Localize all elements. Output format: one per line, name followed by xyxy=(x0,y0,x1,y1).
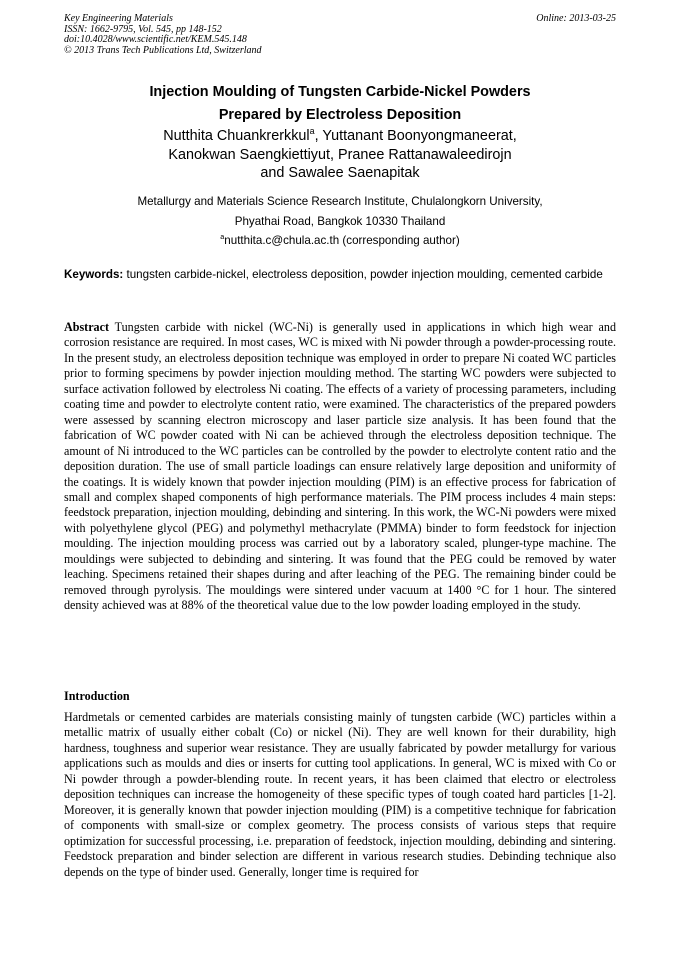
journal-info xyxy=(64,14,616,56)
journal-name: Key Engineering Materials xyxy=(64,13,173,24)
authors-line-1 xyxy=(64,127,616,146)
affiliation-line-2: Phyathai Road, Bangkok 10330 Thailand xyxy=(234,214,446,228)
doi-line: doi:10.4028/www.scientific.net/KEM.545.148 xyxy=(64,34,247,45)
online-date: Online: 2013-03-25 xyxy=(536,13,616,24)
abstract-text: Tungsten carbide with nickel (WC-Ni) is generally used in applications in which high wear and corrosion resistance are required. In most cases, WC is mixed with Ni powder through a powder-processing route. In the present study, an electroless deposition technique was employed in order to prepare Ni coated WC particles prior to forming specimens by powder injection moulding method. The starting WC powders were subjected to surface activation followed by electroless Ni coating. The effects of a variety of processing parameters, including coating time and powder to electrolyte content ratio, were examined. The characteristics of the prepared powders were assessed by scanning electron microscopy and laser particle size analysis. It has been found that the fabrication of WC powder coated with Ni can be achieved through the electroless deposition technique. The amount of Ni introduced to the WC particles can be controlled by the powder to electrolyte content ratio and the deposition duration. The use of small particle loadings can ensure relatively large deposition and uniformity of the coatings. It is widely known that powder injection moulding (PIM) is an effective process for fabrication of small and complex shaped components of high performance materials. The PIM process includes 4 main steps: feedstock preparation, injection moulding, debinding and sintering. In this work, the WC-Ni powders were mixed with polyethylene glycol (PEG) and polymethyl methacrylate (PMMA) binder to form feedstock for injection moulding. The injection moulding process was carried out by a laboratory scaled, plunger-type machine. The mouldings were subjected to debinding and sintering. It was found that the PEG could be removed by water leaching. Specimens retained their shapes during and after leaching of the PEG. The remaining binder could be removed through pyrolysis. The mouldings were sintered under vacuum at 1400 °C for 1 hour. The sintered density achieved was at 88% of the theoretical value due to the low powder loading employed in the study. xyxy=(64,320,617,613)
authors-line-3: and Sawalee Saenapitak xyxy=(260,165,420,181)
authors-line-1-rest: , Yuttanant Boonyongmaneerat, xyxy=(314,128,517,144)
corresponding-email: nutthita.c@chula.ac.th (corresponding author) xyxy=(224,234,460,247)
author-list xyxy=(64,127,616,183)
abstract-paragraph xyxy=(64,320,616,614)
keywords-text: tungsten carbide-nickel, electroless deposition, powder injection moulding, cemented carbide xyxy=(123,268,603,281)
issn-line: ISSN: 1662-9795, Vol. 545, pp 148-152 xyxy=(64,23,222,35)
copyright-line: © 2013 Trans Tech Publications Ltd, Switzerland xyxy=(64,44,262,56)
affiliation xyxy=(64,192,616,251)
abstract-section xyxy=(64,320,616,614)
paper-title xyxy=(64,81,616,127)
introduction-section xyxy=(64,710,616,880)
abstract-label: Abstract xyxy=(64,320,110,334)
email-superscript: a xyxy=(220,232,225,242)
title-line-2: Prepared by Electroless Deposition xyxy=(218,107,462,123)
keywords-section xyxy=(64,268,616,282)
keywords-label: Keywords: xyxy=(64,268,124,281)
corresponding-author-name: Nutthita Chuankrerkkul xyxy=(163,128,310,144)
title-line-1: Injection Moulding of Tungsten Carbide-Nickel Powders xyxy=(149,84,531,100)
page-header xyxy=(64,14,616,56)
author-superscript: a xyxy=(309,126,315,137)
introduction-paragraph: Hardmetals or cemented carbides are materials consisting mainly of tungsten carbide (WC) particles within a metallic matrix of usually either cobalt (Co) or nickel (Ni). They are well known for their durability, high hardness, toughness and superior wear resistance. They are usually fabricated by powder metallurgy for various applications such as moulds and dies or inserts for cutting tool applications. In general, WC is mixed with Co or Ni powder through a powder-blending route. In recent years, it has been claimed that electro or electroless deposition techniques can increase the homogeneity of these specific types of tough coated hard particles [1-2]. Moreover, it is generally known that powder injection moulding (PIM) is a competitive technique for fabrication of components with small-size or complex geometry. The process consists of various steps that require optimization for successful processing, i.e. preparation of feedstock, injection moulding, debinding and sintering. Feedstock preparation and binder selection are different in various research studies. Debinding technique also depends on the type of binder used. Generally, longer time is required for xyxy=(64,710,616,879)
affiliation-line-1: Metallurgy and Materials Science Research Institute, Chulalongkorn University, xyxy=(137,195,543,208)
email-line xyxy=(64,231,616,251)
authors-line-2: Kanokwan Saengkiettiyut, Pranee Rattanawaleedirojn xyxy=(168,146,512,163)
introduction-heading: Introduction xyxy=(64,689,130,703)
